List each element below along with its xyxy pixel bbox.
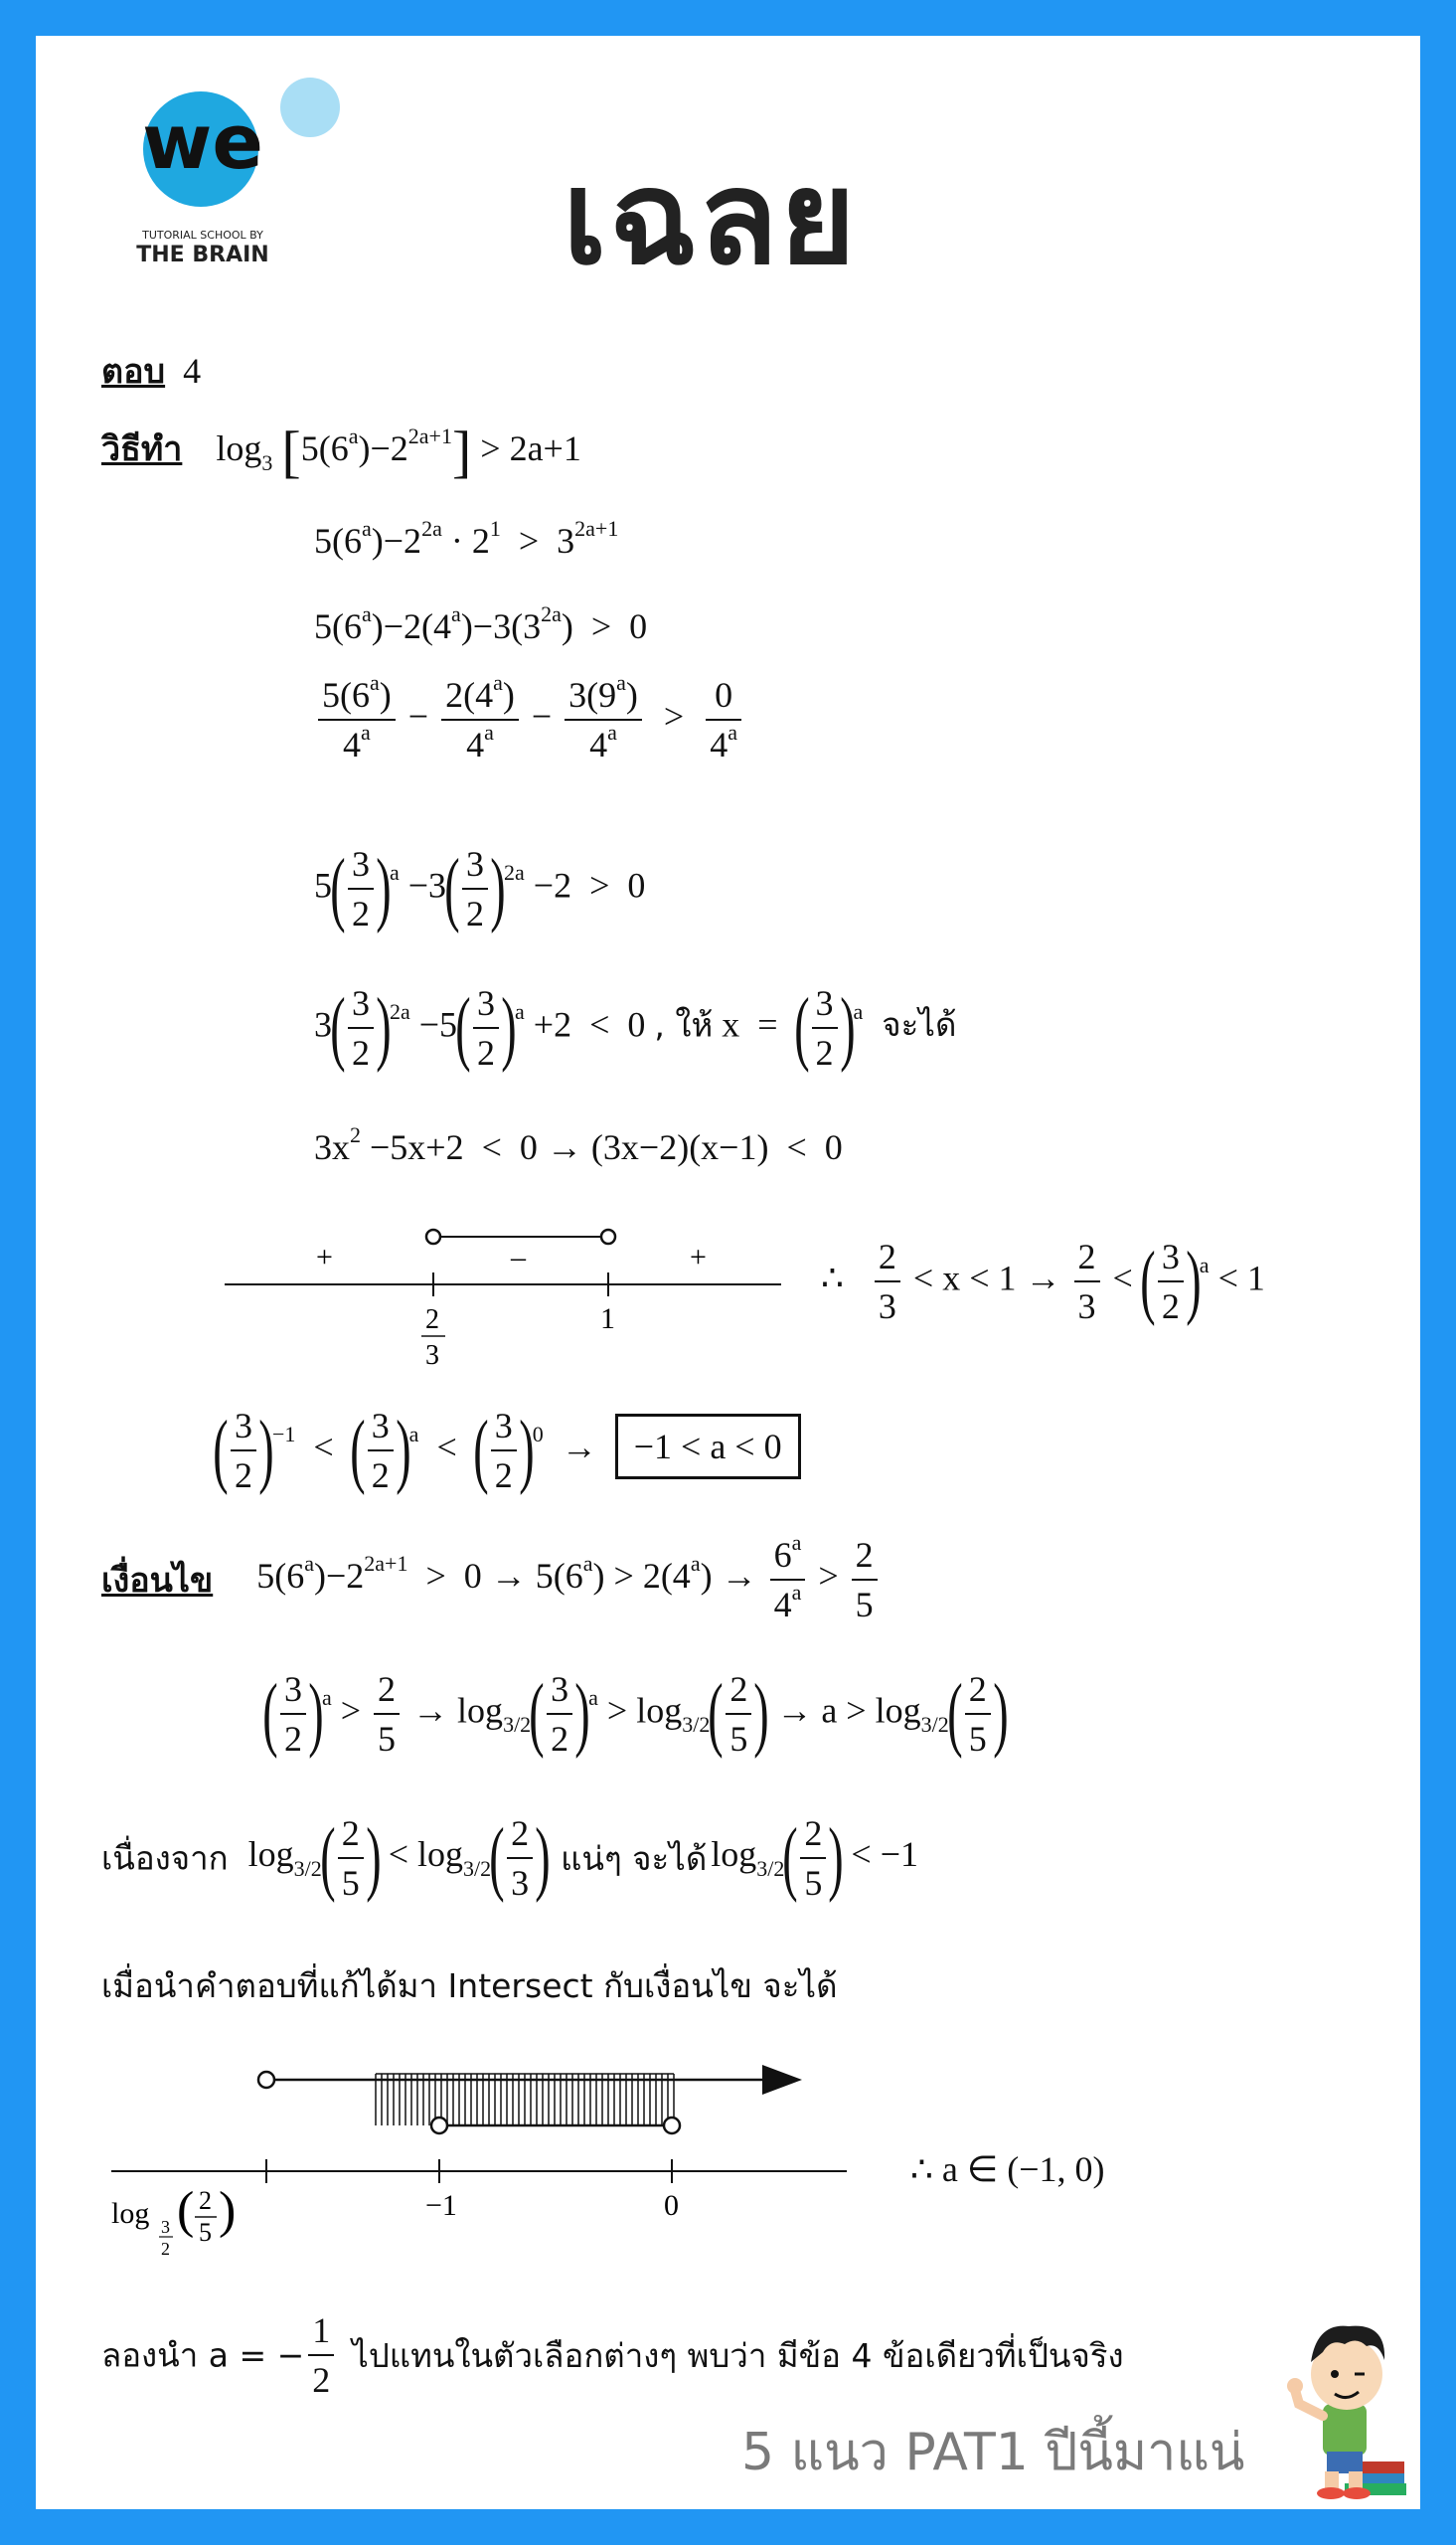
since-line bbox=[101, 1811, 918, 1905]
svg-text:log: log bbox=[111, 2197, 150, 2230]
svg-text:): ) bbox=[219, 2182, 237, 2239]
conclusion-num: 1 bbox=[308, 2312, 334, 2356]
equation-5: 5( $\frac{3}{2}$ )$^a$ −3( $\frac{3}{2}$ )$^{2a}$ −2 > 0 bbox=[314, 842, 646, 935]
svg-text:2: 2 bbox=[199, 2186, 212, 2215]
tick-zero: 0 bbox=[664, 2189, 679, 2222]
let-text: , ให้ bbox=[654, 1005, 714, 1045]
final-answer: ∴ a ∈ (−1, 0) bbox=[910, 2149, 1105, 2189]
get-text: จะได้ bbox=[882, 1005, 957, 1045]
equation-12: $\log_{3/2}$( $\frac{2}{5}$ ) < −1 bbox=[711, 1811, 918, 1905]
intersection-numberline bbox=[111, 2034, 867, 2263]
answer-value: 4 bbox=[183, 351, 202, 391]
conclusion-den: 2 bbox=[312, 2360, 331, 2400]
condition-line-1 bbox=[101, 1530, 882, 1624]
conclusion-tail: ไปแทนในตัวเลือกต่างๆ พบว่า มีข้อ 4 ข้อเดียวที่เป็นจริง bbox=[352, 2335, 1124, 2375]
answer-sheet bbox=[36, 36, 1420, 2509]
page-title: เฉลย bbox=[563, 142, 858, 293]
conclusion-line bbox=[101, 2312, 1124, 2398]
logo-tagline: TUTORIAL SCHOOL BY bbox=[142, 229, 263, 242]
since-mid: แน่ๆ จะได้ bbox=[561, 1838, 708, 1878]
intersect-text: เมื่อนำคำตอบที่แก้ได้มา Intersect กับเงื่อนไข จะได้ bbox=[101, 1966, 838, 2005]
equation-8: ( $\frac{3}{2}$ )$^{-1}$ < ( $\frac{3}{2}$ )$^a$ < ( $\frac{3}{2}$ )$^0$ → −1 < a < 0 bbox=[215, 1408, 801, 1493]
svg-text:3: 3 bbox=[161, 2217, 170, 2237]
tick-num: 2 bbox=[425, 1304, 439, 1335]
tick-den: 3 bbox=[425, 1340, 439, 1371]
sign-chart-numberline bbox=[225, 1179, 801, 1388]
equation-11: $\log_{3/2}$( $\frac{2}{5}$ ) < $\log_{3/2}$( $\frac{2}{3}$ ) bbox=[247, 1811, 551, 1905]
svg-text:(: ( bbox=[177, 2182, 195, 2239]
method-label: วิธีทำ bbox=[101, 429, 183, 469]
logo-mark: we bbox=[142, 97, 263, 186]
we-logo bbox=[105, 78, 364, 267]
equation-9: $5(6^a)-2^{2a+1} > 0 \to 5(6^a) > 2(4^a)$ → $\frac{6^a}{4^a}$ > $\frac{2}{5}$ bbox=[256, 1556, 881, 1596]
cartoon-boy-thumbs-up-icon bbox=[1283, 2312, 1412, 2501]
equation-6: 3( $\frac{3}{2}$ )$^{2a}$ −5( $\frac{3}{2}$ )$^a$ +2 < 0 , ให้ x = ( $\frac{3}{2}$ )$^a$ จะได้ bbox=[314, 981, 957, 1075]
since-lead: เนื่องจาก bbox=[101, 1838, 229, 1878]
tick-minus-one: −1 bbox=[425, 2189, 457, 2222]
sign-minus: – bbox=[511, 1241, 526, 1273]
conclusion-lead: ลองนำ a = − bbox=[101, 2335, 305, 2375]
answer-line bbox=[101, 344, 201, 398]
svg-text:5: 5 bbox=[199, 2218, 212, 2247]
svg-text:2: 2 bbox=[161, 2239, 170, 2259]
therefore-symbol: ∴ bbox=[821, 1258, 844, 1298]
equation-7: $3x^2 -5x+2 < 0 \to (3x-2)(x-1) < 0$ bbox=[314, 1122, 843, 1167]
equation-4: $\frac{5(6^a)}{4^a}$ − $\frac{2(4^a)}{4^a}$ − $\frac{3(9^a)}{4^a}$ > $\frac{0}{4^a}$ bbox=[314, 677, 745, 763]
tick-one: 1 bbox=[600, 1302, 615, 1335]
condition-label: เงื่อนไข bbox=[101, 1561, 214, 1601]
logo-brand: THE BRAIN bbox=[136, 243, 269, 267]
boxed-answer: −1 < a < 0 bbox=[615, 1414, 801, 1479]
footer-slogan: 5 แนว PAT1 ปีนี้มาแน่ bbox=[741, 2423, 1245, 2482]
result-1: ∴ $\frac{2}{3}$ < x < 1 → $\frac{2}{3}$ < ( $\frac{3}{2}$ )$^a$ < 1 bbox=[821, 1235, 1265, 1328]
equation-10: ( $\frac{3}{2}$ )$^a$ > $\frac{2}{5}$ → $\log_{3/2}$( $\frac{3}{2}$ )$^a > \log_{3/2}$( $\frac{2}{5}$ ) → $a > \log_{3/2}$( $\frac{2}{5}$ ) bbox=[262, 1667, 1009, 1761]
sign-plus-left: + bbox=[316, 1241, 333, 1273]
hatched-region bbox=[376, 2074, 674, 2125]
equation-2: $5(6^a)-2^{2a} \cdot 2^1 > 3^{2a+1}$ bbox=[314, 516, 619, 561]
sign-plus-right: + bbox=[690, 1241, 707, 1273]
answer-label: ตอบ bbox=[101, 352, 166, 392]
equation-1: $\log_3 [5(6^a)-2^{2a+1}] > 2a+1$ bbox=[216, 419, 581, 484]
equation-3: $5(6^a)-2(4^a)-3(3^{2a}) > 0$ bbox=[314, 601, 648, 646]
method-line-1 bbox=[101, 419, 581, 484]
